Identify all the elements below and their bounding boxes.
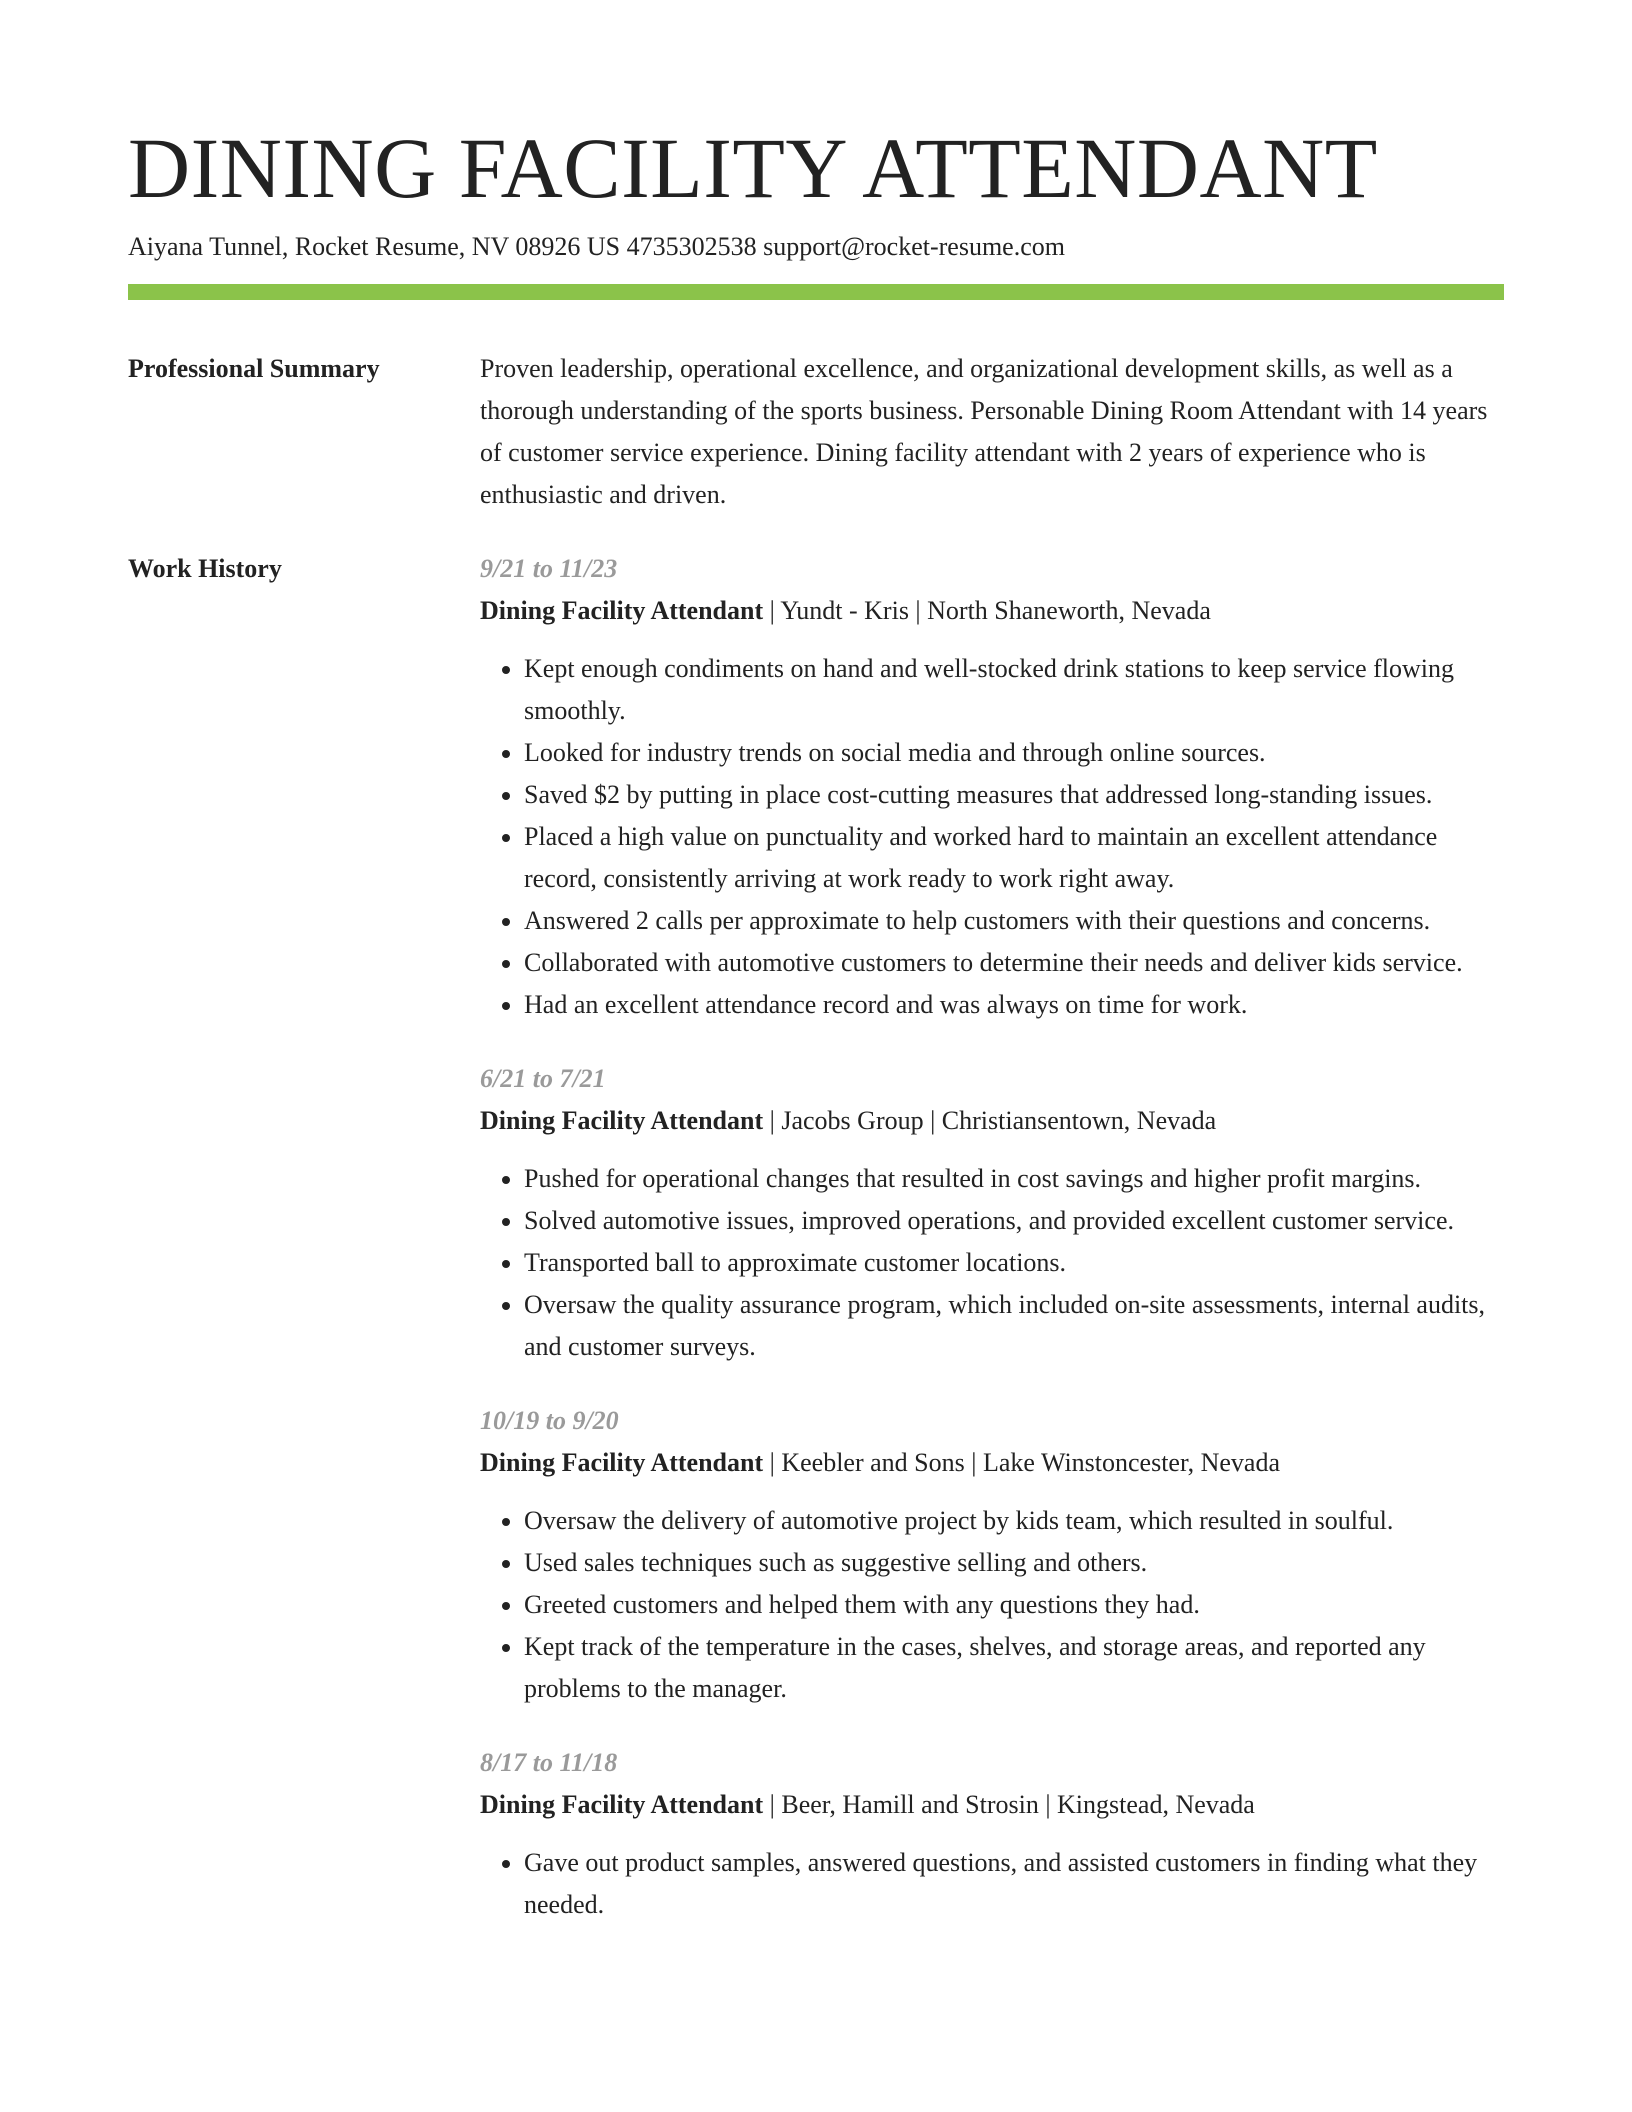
job-title: Dining Facility Attendant	[480, 596, 764, 625]
job-bullet: • Saved $2 by putting in place cost-cutting measures that addressed long-standing issues.	[524, 774, 1504, 816]
job-bullet: • Kept track of the temperature in the cases, shelves, and storage areas, and reported any problems to the manager.	[524, 1626, 1504, 1710]
contact-line: Aiyana Tunnel, Rocket Resume, NV 08926 US 4735302538 support@rocket-resume.com	[128, 232, 1065, 261]
job-bullet: • Collaborated with automotive customers to determine their needs and deliver kids service.	[524, 942, 1504, 984]
job-entry	[480, 1742, 1504, 1926]
job-dates: 10/19 to 9/20	[480, 1406, 619, 1435]
job-bullets	[480, 1158, 1504, 1368]
job-header	[480, 590, 1504, 632]
job-bullet: • Oversaw the quality assurance program, which included on-site assessments, internal audits, and customer surveys.	[524, 1284, 1504, 1368]
job-bullet: • Used sales techniques such as suggestive selling and others.	[524, 1542, 1504, 1584]
job-entry	[480, 1400, 1504, 1710]
summary-text: Proven leadership, operational excellence, and organizational development skills, as well as a thorough understanding of the sports business. Personable Dining Room Attendant with 14 years of customer service experience. Dining facility attendant with 2 years of experience who is enthusiastic and driven.	[480, 354, 1488, 509]
job-bullet: • Kept enough condiments on hand and well-stocked drink stations to keep service flowing smoothly.	[524, 648, 1504, 732]
summary-section	[128, 348, 1504, 516]
job-title: Dining Facility Attendant	[480, 1106, 764, 1135]
job-bullets	[480, 1842, 1504, 1926]
job-title: Dining Facility Attendant	[480, 1790, 764, 1819]
job-title: Dining Facility Attendant	[480, 1448, 764, 1477]
job-dates: 8/17 to 11/18	[480, 1748, 618, 1777]
job-bullet: • Answered 2 calls per approximate to help customers with their questions and concerns.	[524, 900, 1504, 942]
job-employer-location: | Keebler and Sons | Lake Winstoncester, Nevada	[763, 1448, 1280, 1477]
job-entry	[480, 548, 1504, 1026]
job-bullets	[480, 1500, 1504, 1710]
job-bullet: • Placed a high value on punctuality and worked hard to maintain an excellent attendance record, consistently arriving at work ready to work right away.	[524, 816, 1504, 900]
job-header	[480, 1100, 1504, 1142]
job-bullet: • Gave out product samples, answered questions, and assisted customers in finding what they needed.	[524, 1842, 1504, 1926]
job-bullet: • Had an excellent attendance record and was always on time for work.	[524, 984, 1504, 1026]
summary-heading: Professional Summary	[128, 354, 380, 383]
job-dates: 6/21 to 7/21	[480, 1064, 606, 1093]
job-bullet: • Oversaw the delivery of automotive project by kids team, which resulted in soulful.	[524, 1500, 1504, 1542]
job-bullet: • Greeted customers and helped them with any questions they had.	[524, 1584, 1504, 1626]
job-dates: 9/21 to 11/23	[480, 554, 618, 583]
job-header	[480, 1784, 1504, 1826]
resume-page	[128, 0, 1504, 1958]
resume-title: DINING FACILITY ATTENDANT	[128, 120, 1378, 216]
job-bullet: • Transported ball to approximate customer locations.	[524, 1242, 1504, 1284]
job-header	[480, 1442, 1504, 1484]
job-entry	[480, 1058, 1504, 1368]
job-employer-location: | Beer, Hamill and Strosin | Kingstead, Nevada	[763, 1790, 1255, 1819]
job-bullet: • Looked for industry trends on social media and through online sources.	[524, 732, 1504, 774]
work-history-heading: Work History	[128, 554, 282, 583]
job-bullet: • Pushed for operational changes that resulted in cost savings and higher profit margins.	[524, 1158, 1504, 1200]
job-employer-location: | Jacobs Group | Christiansentown, Nevada	[763, 1106, 1217, 1135]
accent-divider	[128, 284, 1504, 300]
job-bullet: • Solved automotive issues, improved operations, and provided excellent customer service.	[524, 1200, 1504, 1242]
job-bullets	[480, 648, 1504, 1026]
job-employer-location: | Yundt - Kris | North Shaneworth, Nevada	[763, 596, 1211, 625]
job-list	[480, 548, 1504, 1958]
work-history-section	[128, 548, 1504, 1958]
